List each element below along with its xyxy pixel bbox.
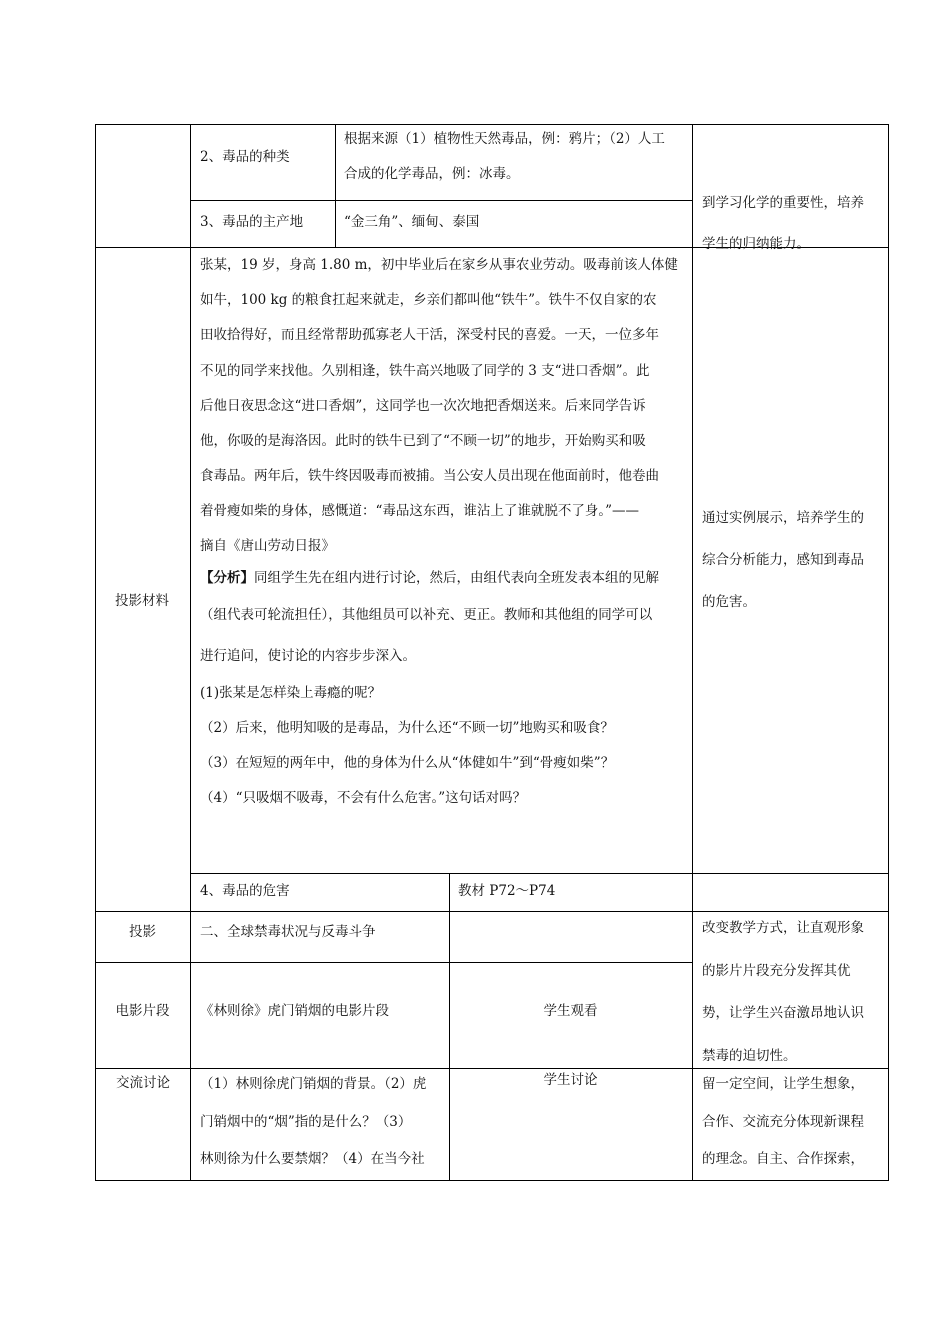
projection2-label: 投影 bbox=[129, 924, 156, 940]
question-line: （4）“只吸烟不吸毒，不会有什么危害。”这句话对吗？ bbox=[200, 790, 527, 807]
analysis-text: 同组学生先在组内进行讨论，然后，由组代表向全班发表本组的见解 bbox=[254, 569, 659, 586]
origin-title: 3、毒品的主产地 bbox=[200, 214, 304, 230]
top-note bbox=[702, 183, 864, 265]
discussion-note-line: 合作、交流充分体现新课程 bbox=[702, 1113, 864, 1130]
story-line: 张某，19 岁，身高 1.80 m，初中毕业后在家乡从事农业劳动。吸毒前该人体健 bbox=[200, 257, 678, 273]
projection-note-line: 综合分析能力，感知到毒品 bbox=[702, 552, 864, 568]
film-note-line: 禁毒的迫切性。 bbox=[702, 1047, 797, 1064]
analysis-label: 【分析】 bbox=[200, 569, 254, 586]
story-line: 不见的同学来找他。久别相逢，铁牛高兴地吸了同学的 3 支“进口香烟”。此 bbox=[200, 362, 650, 379]
discussion-note-line: 的理念。自主、合作探索， bbox=[702, 1151, 864, 1167]
film-activity: 学生观看 bbox=[543, 1003, 598, 1019]
table-col-divider-2a bbox=[335, 124, 336, 247]
film-note bbox=[702, 907, 864, 1077]
film-label: 电影片段 bbox=[115, 1003, 170, 1019]
question-line: (1)张某是怎样染上毒瘾的呢？ bbox=[200, 684, 382, 701]
film-note-line: 的影片片段充分发挥其优 bbox=[702, 962, 851, 979]
projection-note bbox=[702, 497, 864, 623]
projection-label: 投影材料 bbox=[115, 593, 169, 609]
origin-content: “金三角”、缅甸、泰国 bbox=[344, 214, 480, 230]
types-content-line: 根据来源（1）植物性天然毒品，例：鸦片；（2）人工 bbox=[344, 131, 665, 147]
types-title: 2、毒品的种类 bbox=[200, 149, 290, 165]
story-line: 田收拾得好，而且经常帮助孤寡老人干活，深受村民的喜爱。一天，一位多年 bbox=[200, 327, 659, 344]
discussion-note-line: 留一定空间，让学生想象， bbox=[702, 1076, 864, 1092]
story-line: 后他日夜思念这“进口香烟”，这同学也一次次地把香烟送来。后来同学告诉 bbox=[200, 397, 646, 414]
table-border-right bbox=[888, 124, 889, 1181]
story-line: 如牛，100 kg 的粮食扛起来就走，乡亲们都叫他“铁牛”。铁牛不仅自家的农 bbox=[200, 292, 657, 309]
table-row-line-5 bbox=[95, 962, 693, 963]
projection-note-line: 的危害。 bbox=[702, 594, 756, 610]
discussion-content bbox=[200, 1066, 426, 1179]
table-row-line-1 bbox=[190, 200, 693, 201]
story-line: 摘自《唐山劳动日报》 bbox=[200, 537, 335, 554]
question-line: （2）后来，他明知吸的是毒品，为什么还“不顾一切”地购买和吸食？ bbox=[200, 719, 614, 736]
types-content bbox=[344, 122, 665, 192]
story-line: 食毒品。两年后，铁牛终因吸毒而被捕。当公安人员出现在他面前时，他卷曲 bbox=[200, 468, 659, 485]
top-note-line: 到学习化学的重要性，培养 bbox=[702, 195, 864, 211]
discussion-line: 门销烟中的“烟”指的是什么？（3） bbox=[200, 1113, 412, 1130]
analysis-line: 进行追问，使讨论的内容步步深入。 bbox=[200, 647, 416, 664]
discussion-line: 林则徐为什么要禁烟？（4）在当今社 bbox=[200, 1151, 425, 1167]
story-text bbox=[200, 248, 678, 816]
film-content: 《林则徐》虎门销烟的电影片段 bbox=[200, 1003, 389, 1019]
projection2-content: 二、全球禁毒状况与反毒斗争 bbox=[200, 924, 376, 940]
projection-note-line: 通过实例展示，培养学生的 bbox=[702, 510, 864, 526]
table-border-bottom bbox=[95, 1180, 889, 1181]
table-col-divider-1 bbox=[190, 124, 191, 1181]
harm-content: 教材 P72～P74 bbox=[458, 883, 556, 899]
film-note-line: 势，让学生兴奋激昂地认识 bbox=[702, 1005, 864, 1021]
discussion-activity: 学生讨论 bbox=[543, 1072, 598, 1088]
question-line: （3）在短短的两年中，他的身体为什么从“体健如牛”到“骨瘦如柴”？ bbox=[200, 755, 615, 772]
story-line: 着骨瘦如柴的身体，感慨道：“毒品这东西，谁沾上了谁就脱不了身。”—— bbox=[200, 503, 640, 520]
harm-title: 4、毒品的危害 bbox=[200, 883, 290, 899]
analysis-line: （组代表可轮流担任），其他组员可以补充、更正。教师和其他组的同学可以 bbox=[200, 606, 653, 623]
analysis-line bbox=[200, 562, 678, 594]
top-note-line: 学生的归纳能力。 bbox=[702, 236, 810, 252]
discussion-line: （1）林则徐虎门销烟的背景。（2）虎 bbox=[200, 1076, 427, 1092]
table-col-divider-3 bbox=[692, 124, 693, 1181]
discussion-label: 交流讨论 bbox=[116, 1075, 170, 1091]
story-line: 他，你吸的是海洛因。此时的铁牛已到了“不顾一切”的地步，开始购买和吸 bbox=[200, 433, 646, 450]
film-note-line: 改变教学方式，让直观形象 bbox=[702, 920, 864, 936]
discussion-note bbox=[702, 1066, 864, 1179]
types-content-line: 合成的化学毒品，例：冰毒。 bbox=[344, 166, 520, 183]
